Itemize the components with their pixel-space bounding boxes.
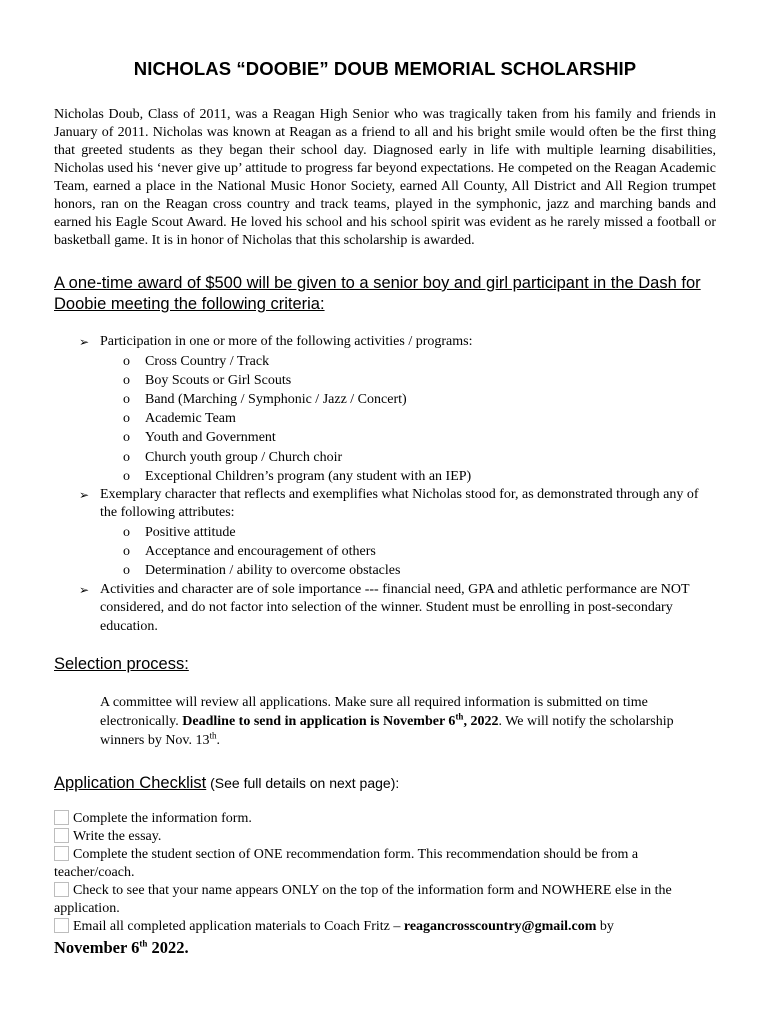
sub-item bbox=[100, 352, 716, 371]
checklist-item-text: Complete the information form. bbox=[73, 811, 252, 827]
sub-item-text: Exceptional Children’s program (any student with an IEP) bbox=[145, 468, 472, 484]
sub-item-text: Church youth group / Church choir bbox=[145, 449, 343, 465]
award-heading: A one-time award of $500 will be given to a senior boy and girl participant in the Dash for Doobie meeting the following criteria: bbox=[54, 274, 701, 313]
arrow-bullet-icon: ➢ bbox=[79, 487, 90, 502]
checklist-item bbox=[54, 846, 716, 882]
sub-item bbox=[100, 409, 716, 428]
sub-item bbox=[100, 448, 716, 467]
sub-item-text: Determination / ability to overcome obstacles bbox=[145, 563, 401, 579]
checklist-item bbox=[54, 828, 716, 846]
circle-bullet-icon: o bbox=[123, 449, 130, 465]
sub-item bbox=[100, 390, 716, 409]
circle-bullet-icon: o bbox=[123, 563, 130, 579]
selection-section bbox=[54, 654, 716, 750]
email-address[interactable]: reagancrosscountry@gmail.com bbox=[403, 919, 597, 935]
final-deadline bbox=[54, 939, 716, 957]
criteria-item bbox=[54, 486, 716, 581]
intro-paragraph: Nicholas Doub, Class of 2011, was a Reagan High Senior who was tragically taken from his family and friends in January of 2011. Nicholas was known at Reagan as a friend to all and his bright smile would often be the first thing that greeted students as they began their school day. Diagnosed early in life with multiple learning disabilities, Nicholas used his ‘never give up’ attitude to progress far beyond expectations. He competed on the Reagan Academic Team, earned a place in the National Music Honor Society, earned All County, All District and All Region trumpet honors, ran on the Reagan cross country and track teams, played in the symphonic, jazz and marching bands and earned his Eagle Scout Award. He loved his school and his school spirit was evident as he rarely missed a football or basketball game. It is in honor of Nicholas that this scholarship is awarded. bbox=[54, 107, 716, 248]
sub-list bbox=[100, 352, 716, 486]
circle-bullet-icon: o bbox=[123, 544, 130, 560]
deadline-sup: th bbox=[455, 711, 464, 722]
selection-body bbox=[100, 693, 716, 750]
final-date: November 6 bbox=[54, 938, 140, 958]
circle-bullet-icon: o bbox=[123, 524, 130, 540]
deadline-bold: Deadline to send in application is November 6 bbox=[182, 714, 456, 730]
sub-item bbox=[100, 428, 716, 447]
checkbox[interactable] bbox=[54, 810, 69, 825]
final-year: 2022. bbox=[147, 938, 189, 958]
criteria-text: Exemplary character that reflects and exemplifies what Nicholas stood for, as demonstrated through any of the following attributes: bbox=[100, 486, 699, 521]
final-sup: th bbox=[139, 938, 148, 949]
selection-text-2: . We will notify the scholarship winners by Nov. 13 bbox=[100, 714, 674, 749]
sub-item bbox=[100, 467, 716, 486]
sub-item-text: Academic Team bbox=[145, 411, 236, 427]
criteria-list bbox=[54, 333, 716, 636]
deadline-text bbox=[182, 711, 499, 730]
page-title: NICHOLAS “DOOBIE” DOUB MEMORIAL SCHOLARSHIP bbox=[133, 58, 637, 79]
checklist bbox=[54, 810, 716, 957]
sub-item bbox=[100, 542, 716, 561]
checklist-heading bbox=[54, 773, 716, 794]
checklist-item bbox=[54, 810, 716, 828]
checklist-note: (See full details on next page): bbox=[206, 775, 400, 792]
circle-bullet-icon: o bbox=[123, 468, 130, 484]
sub-item-text: Boy Scouts or Girl Scouts bbox=[145, 372, 292, 388]
criteria-item bbox=[54, 581, 716, 637]
circle-bullet-icon: o bbox=[123, 391, 130, 407]
criteria-text: Participation in one or more of the following activities / programs: bbox=[100, 334, 473, 349]
checkbox[interactable] bbox=[54, 828, 69, 843]
checkbox[interactable] bbox=[54, 882, 69, 897]
checklist-title: Application Checklist bbox=[54, 774, 207, 793]
circle-bullet-icon: o bbox=[123, 372, 130, 388]
deadline-year: , 2022 bbox=[463, 714, 499, 730]
sub-item-text: Positive attitude bbox=[145, 524, 236, 540]
notify-sup: th bbox=[209, 730, 217, 741]
sub-item bbox=[100, 561, 716, 580]
sub-item-text: Youth and Government bbox=[145, 430, 276, 446]
checklist-item-text: Check to see that your name appears ONLY on the top of the information form and NOWHERE else in the application. bbox=[54, 883, 672, 917]
arrow-bullet-icon: ➢ bbox=[79, 582, 90, 597]
checkbox[interactable] bbox=[54, 846, 69, 861]
document-page bbox=[54, 58, 716, 957]
sub-list bbox=[100, 523, 716, 581]
circle-bullet-icon: o bbox=[123, 430, 130, 446]
checklist-item-text: Complete the student section of ONE recommendation form. This recommendation should be from a teacher/coach. bbox=[54, 847, 639, 881]
sub-item bbox=[100, 371, 716, 390]
arrow-bullet-icon: ➢ bbox=[79, 335, 90, 349]
criteria-item bbox=[54, 333, 716, 486]
sub-item-text: Acceptance and encouragement of others bbox=[145, 544, 376, 560]
circle-bullet-icon: o bbox=[123, 411, 130, 427]
sub-item bbox=[100, 523, 716, 542]
email-item-suffix: by bbox=[596, 919, 614, 935]
checklist-item-email bbox=[54, 918, 716, 936]
circle-bullet-icon: o bbox=[123, 353, 130, 369]
selection-text-1: A committee will review all applications. Make sure all required information is submitted on time electronically. bbox=[100, 695, 648, 730]
sub-item-text: Band (Marching / Symphonic / Jazz / Concert) bbox=[145, 391, 407, 407]
selection-heading: Selection process: bbox=[54, 655, 189, 674]
selection-text-3: . bbox=[216, 733, 221, 749]
criteria-text: Activities and character are of sole importance --- financial need, GPA and athletic performance are NOT considered, and do not factor into selection of the winner. Student must be enrolling in post-secondary education. bbox=[100, 581, 690, 634]
email-item-text: Email all completed application materials to Coach Fritz – bbox=[73, 919, 404, 935]
checkbox[interactable] bbox=[54, 918, 69, 933]
checklist-item-text: Write the essay. bbox=[73, 829, 162, 845]
checklist-item bbox=[54, 882, 716, 918]
sub-item-text: Cross Country / Track bbox=[145, 353, 270, 369]
